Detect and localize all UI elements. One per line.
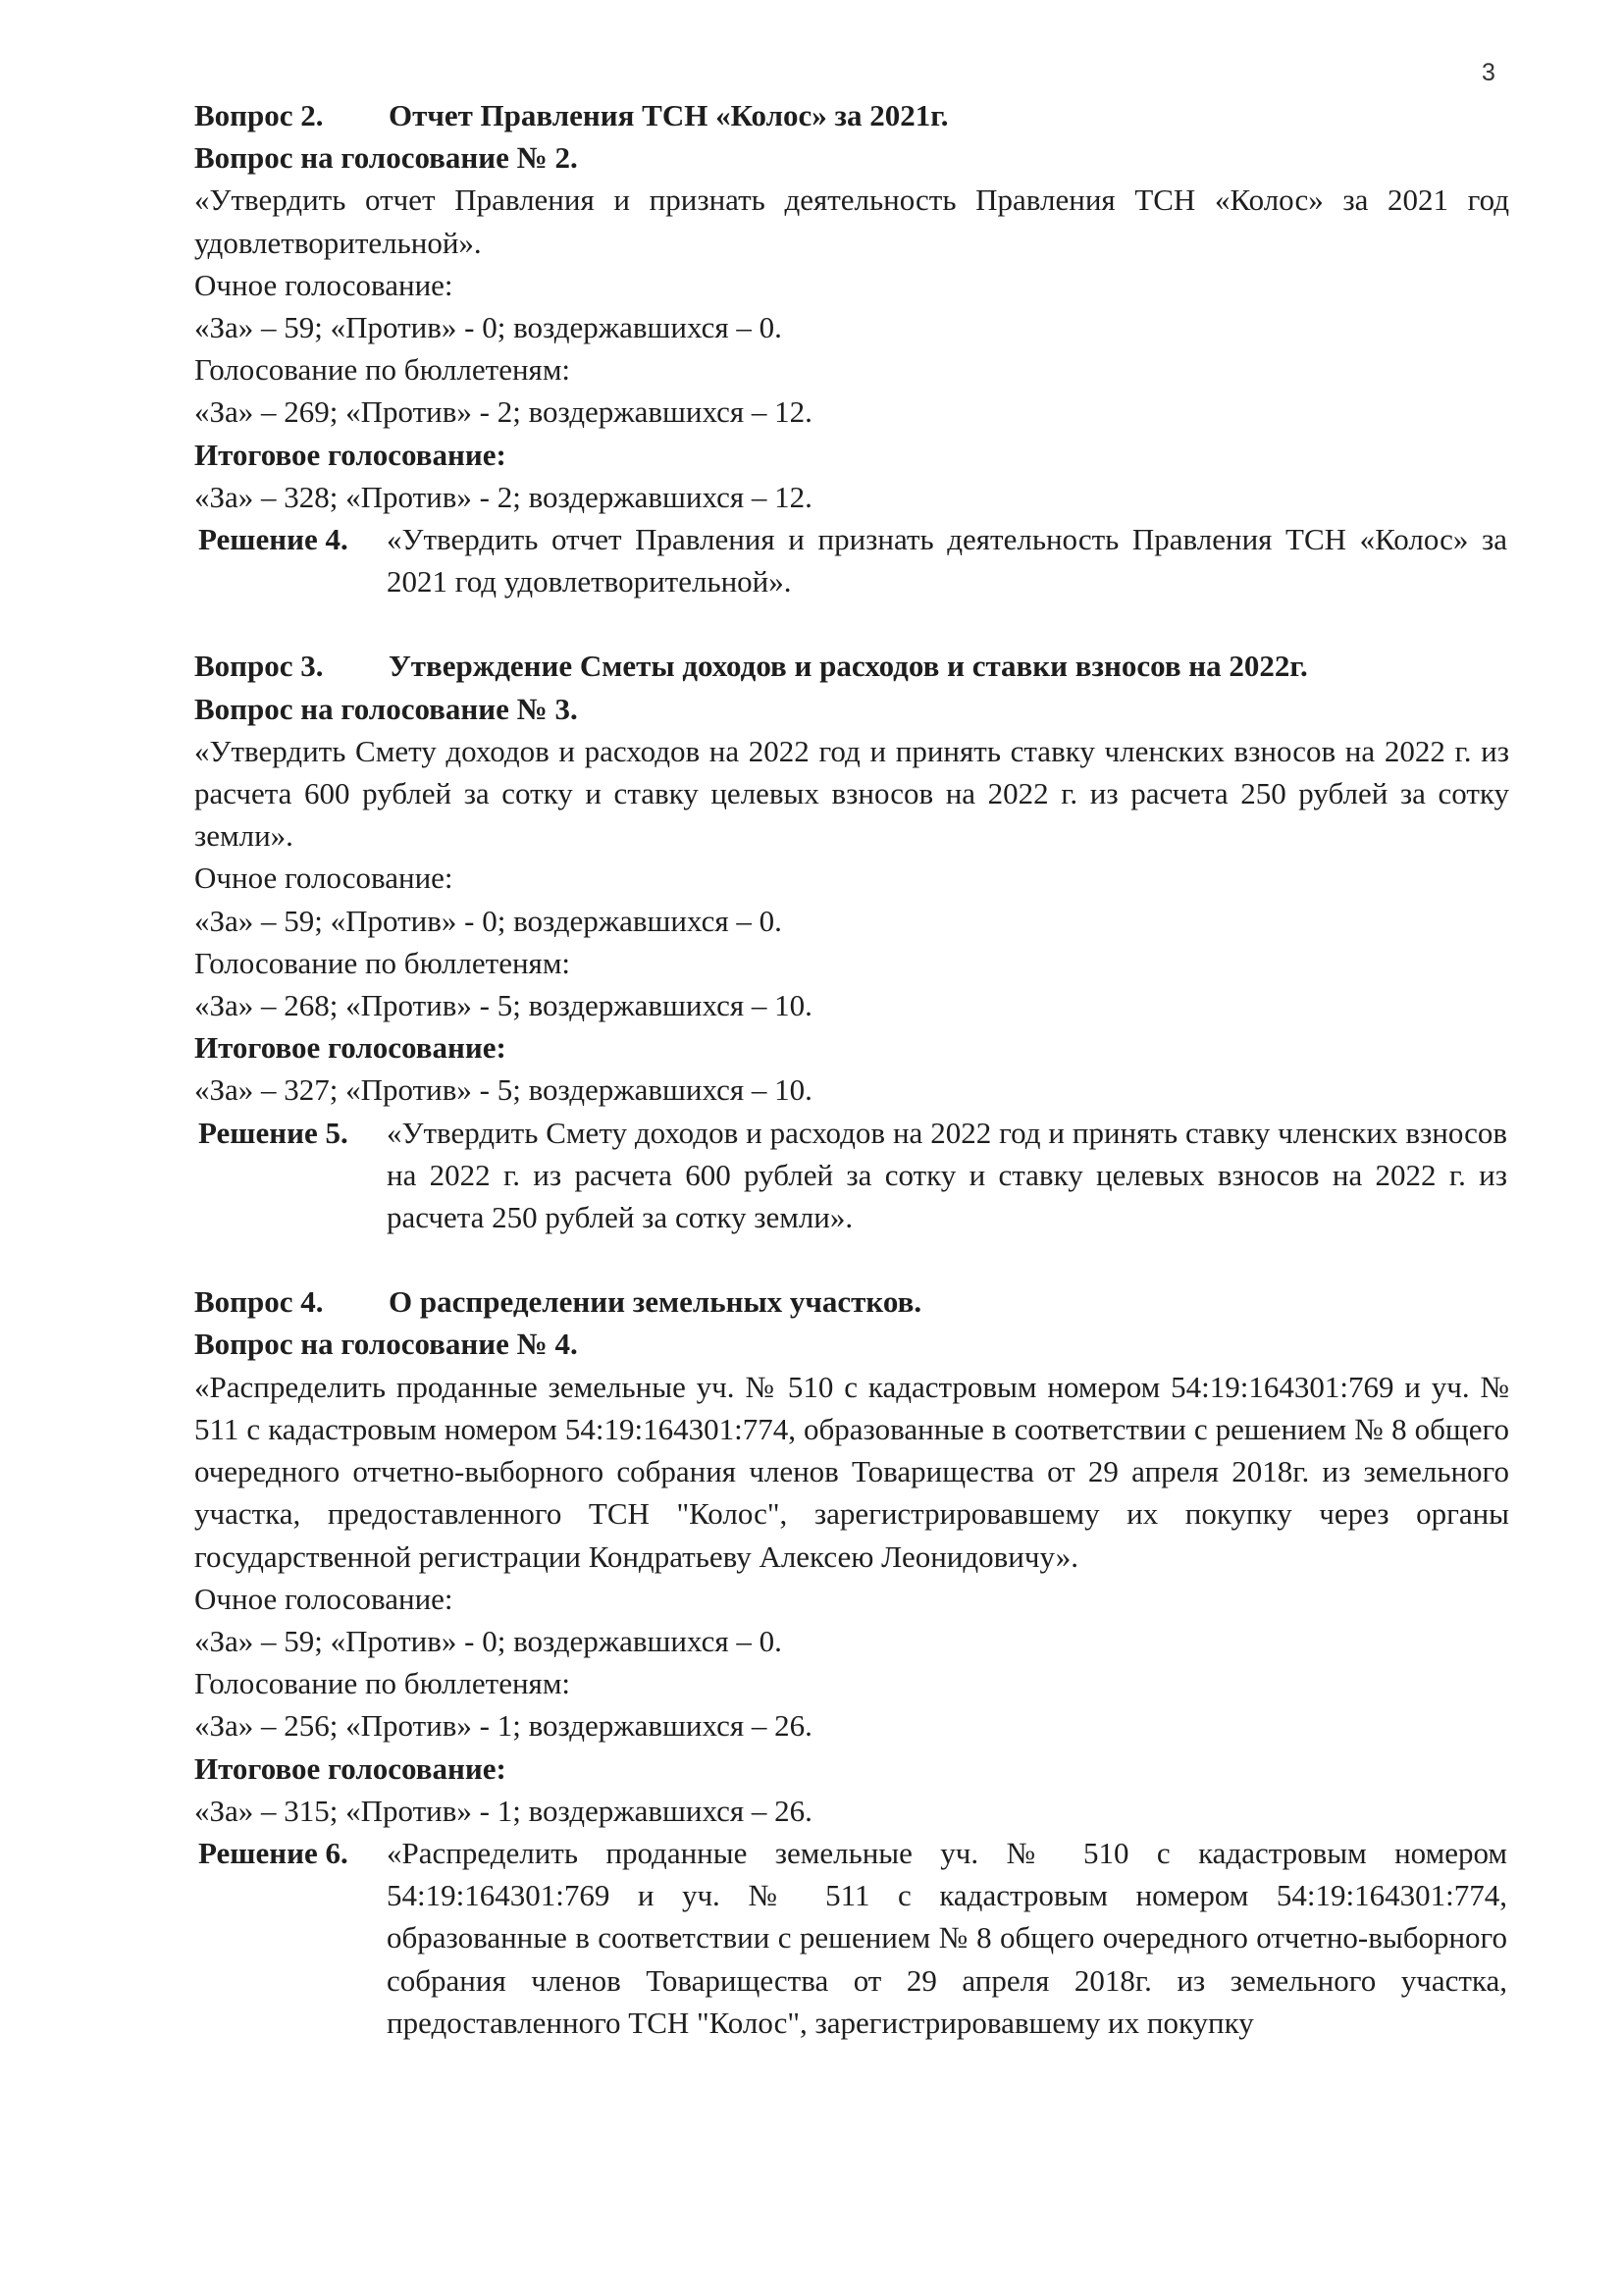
ballot-vote-label: Голосование по бюллетеням: <box>194 352 571 388</box>
decision <box>194 1112 1509 1239</box>
decision <box>194 1832 1509 2044</box>
in-person-vote-label: Очное голосование: <box>194 860 453 896</box>
question-number: Вопрос 4. <box>194 1284 324 1320</box>
total-vote-result: «За» – 315; «Против» - 1; воздержавшихся – 26. <box>194 1793 812 1828</box>
page-number: 3 <box>1482 59 1495 86</box>
question-number: Вопрос 3. <box>194 649 324 684</box>
decision-text: «Утвердить Смету доходов и расходов на 2022 год и принять ставку членских взносов на 2022 г. из расчета 600 рублей за сотку и ставку целевых взносов на 2022 г. из расчета 250 рублей за сотку земли». <box>387 1115 1507 1235</box>
total-vote-result: «За» – 327; «Против» - 5; воздержавшихся – 10. <box>194 1072 812 1108</box>
question-section <box>194 1280 1509 2044</box>
in-person-vote-label: Очное голосование: <box>194 1581 453 1616</box>
decision <box>194 518 1509 602</box>
vote-question-text: «Распределить проданные земельные уч. № 510 с кадастровым номером 54:19:164301:769 и уч. № 511 с кадастровым номером 54:19:164301:774, образованные в соответствии с решением № 8 общего очередного отчетно-выборного собрания членов Товарищества от 29 апреля 2018г. из земельного участка, предоставленного ТСН "Колос", зарегистрировавшему их покупку через органы государственной регистрации Кондратьеву Алексею Леонидовичу». <box>194 1369 1509 1574</box>
in-person-vote-result: «За» – 59; «Против» - 0; воздержавшихся – 0. <box>194 903 782 938</box>
ballot-vote-label: Голосование по бюллетеням: <box>194 1666 571 1701</box>
decision-label: Решение 6. <box>198 1835 348 1870</box>
ballot-vote-label: Голосование по бюллетеням: <box>194 945 571 980</box>
in-person-vote-result: «За» – 59; «Против» - 0; воздержавшихся – 0. <box>194 1623 782 1658</box>
total-vote-label: Итоговое голосование: <box>194 1030 506 1066</box>
question-heading <box>194 645 1509 687</box>
ballot-vote-result: «За» – 268; «Против» - 5; воздержавшихся – 10. <box>194 988 812 1023</box>
in-person-vote-label: Очное голосование: <box>194 267 453 302</box>
question-number: Вопрос 2. <box>194 98 324 132</box>
vote-question-heading: Вопрос на голосование № 3. <box>194 691 578 726</box>
vote-question-text: «Утвердить Смету доходов и расходов на 2022 год и принять ставку членских взносов на 2022 г. из расчета 600 рублей за сотку и ставку целевых взносов на 2022 г. из расчета 250 рублей за сотку земли». <box>194 733 1509 854</box>
total-vote-label: Итоговое голосование: <box>194 437 506 472</box>
question-title: Отчет Правления ТСН «Колос» за 2021г. <box>389 98 949 132</box>
question-section <box>194 645 1509 1238</box>
document-body <box>194 94 1509 2044</box>
ballot-vote-result: «За» – 269; «Против» - 2; воздержавшихся – 12. <box>194 394 812 430</box>
vote-question-heading: Вопрос на голосование № 4. <box>194 1327 578 1362</box>
question-title: Утверждение Сметы доходов и расходов и ставки взносов на 2022г. <box>389 649 1308 684</box>
in-person-vote-result: «За» – 59; «Против» - 0; воздержавшихся – 0. <box>194 310 782 345</box>
total-vote-result: «За» – 328; «Против» - 2; воздержавшихся – 12. <box>194 479 812 514</box>
vote-question-heading: Вопрос на голосование № 2. <box>194 140 578 176</box>
decision-label: Решение 5. <box>198 1115 348 1150</box>
question-section <box>194 94 1509 602</box>
question-title: О распределении земельных участков. <box>389 1284 922 1320</box>
question-heading <box>194 1280 1509 1323</box>
decision-text: «Распределить проданные земельные уч. № 510 с кадастровым номером 54:19:164301:769 и уч. № 511 с кадастровым номером 54:19:164301:774, образованные в соответствии с решением № 8 общего очередного отчетно-выборного собрания членов Товарищества от 29 апреля 2018г. из земельного участка, предоставленного ТСН "Колос", зарегистрировавшему их покупку <box>387 1835 1507 2040</box>
question-heading <box>194 94 1509 136</box>
total-vote-label: Итоговое голосование: <box>194 1750 506 1786</box>
decision-text: «Утвердить отчет Правления и признать деятельность Правления ТСН «Колос» за 2021 год удовлетворительной». <box>387 522 1507 600</box>
vote-question-text: «Утвердить отчет Правления и признать деятельность Правления ТСН «Колос» за 2021 год удовлетворительной». <box>194 182 1509 260</box>
ballot-vote-result: «За» – 256; «Против» - 1; воздержавшихся – 26. <box>194 1708 812 1744</box>
decision-label: Решение 4. <box>198 522 348 557</box>
